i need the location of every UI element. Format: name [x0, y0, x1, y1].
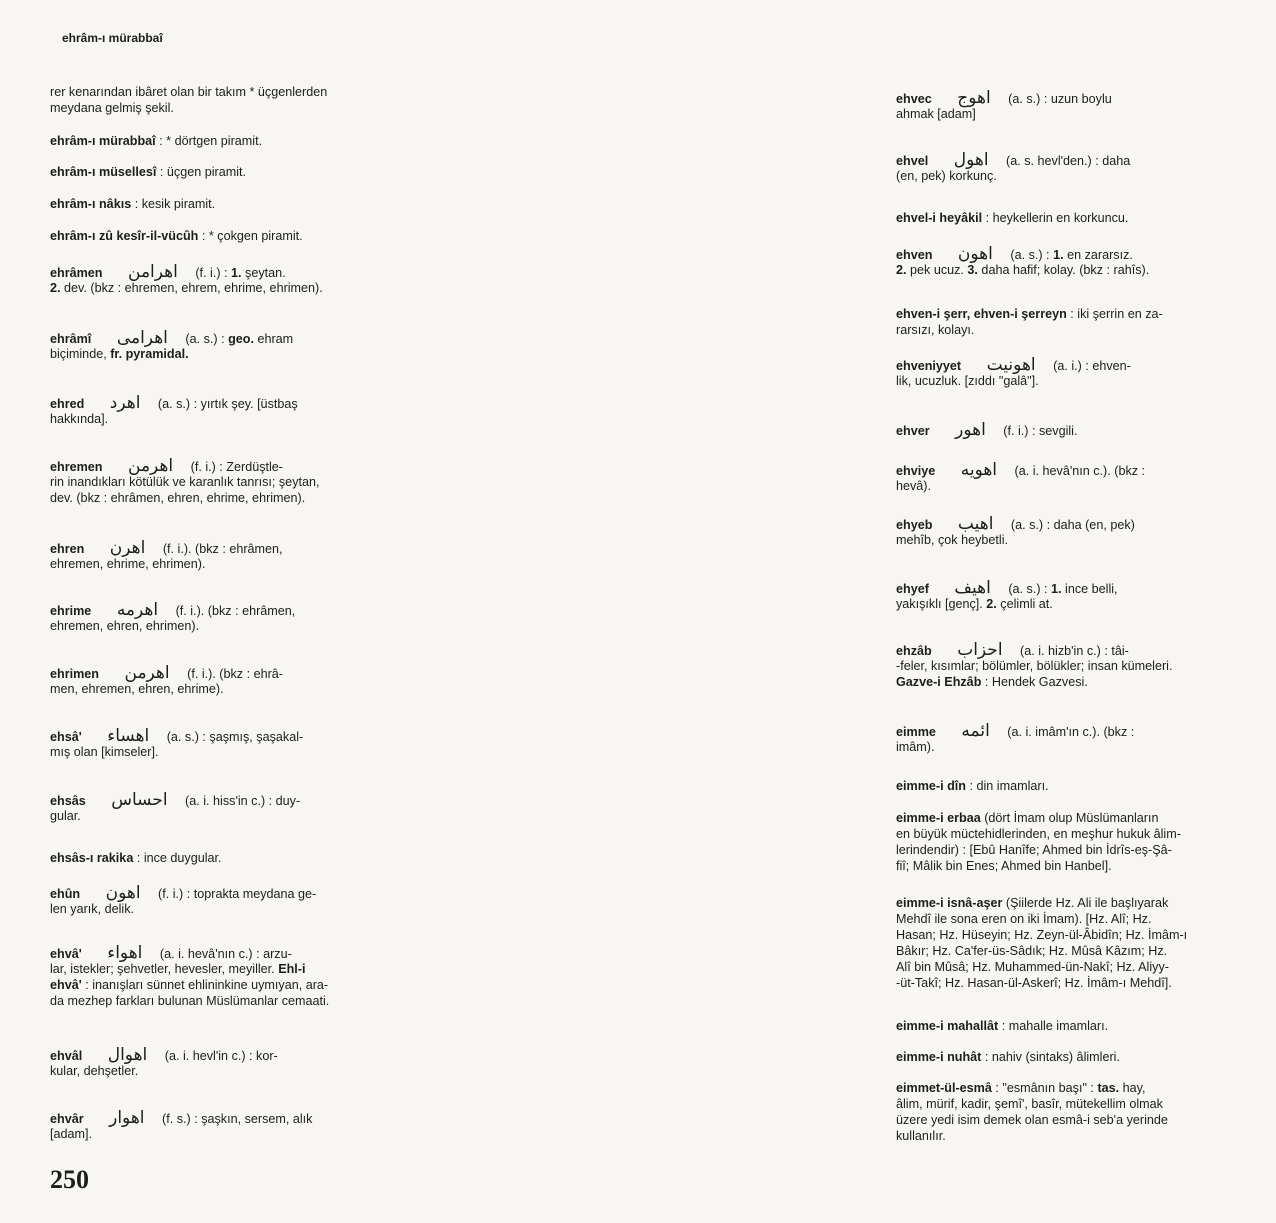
entry-line: ehven-i şerr, ehven-i şerreyn : iki şerrin en za- [896, 307, 1163, 321]
dictionary-entry [50, 264, 430, 296]
entry-line: ehver اهور (f. i.) : sevgili. [896, 420, 1078, 440]
dictionary-entry [50, 885, 430, 917]
entry-line: eimme-i nuhât : nahiv (sintaks) âlimleri. [896, 1050, 1120, 1064]
entry-line: ehvâ' اهواء (a. i. hevâ'nın c.) : arzu- [50, 943, 292, 963]
entry-line: ehrime اهرمه (f. i.). (bkz : ehrâmen, [50, 600, 296, 620]
dictionary-entry [896, 306, 1276, 338]
entry-line: biçiminde, fr. pyramidal. [50, 347, 189, 361]
dictionary-entry [896, 90, 1276, 122]
right-column [444, 0, 1188, 1223]
dictionary-entry [896, 1018, 1276, 1034]
entry-line: 2. dev. (bkz : ehremen, ehrem, ehrime, ehrimen). [50, 281, 323, 295]
entry-line: ehyeb اهيب (a. s.) : daha (en, pek) [896, 514, 1135, 534]
dictionary-entry [50, 395, 430, 427]
dictionary-entry [50, 1047, 430, 1079]
entry-line: ehsâ' اهساء (a. s.) : şaşmış, şaşakal- [50, 726, 304, 746]
dictionary-entry [50, 196, 430, 212]
dictionary-entry [896, 1049, 1276, 1065]
entry-line: rin inandıkları kötülük ve karanlık tanrısı; şeytan, [50, 475, 320, 489]
dictionary-entry [50, 164, 430, 180]
entry-line: ahmak [adam] [896, 107, 976, 121]
entry-line: ehvel-i heyâkil : heykellerin en korkuncu. [896, 211, 1129, 225]
entry-line: dev. (bkz : ehrâmen, ehren, ehrime, ehrimen). [50, 491, 306, 505]
entry-line: rarsızı, kolayı. [896, 323, 975, 337]
dictionary-entry [50, 850, 430, 866]
entry-line: lar, istekler; şehvetler, hevesler, meyiller. Ehl-i [50, 962, 306, 976]
dictionary-entry [50, 602, 430, 634]
entry-line: ehvâl اهوال (a. i. hevl'in c.) : kor- [50, 1045, 278, 1065]
dictionary-entry [896, 810, 1276, 874]
entry-line: [adam]. [50, 1127, 92, 1141]
entry-line: ehvel اهول (a. s. hevl'den.) : daha [896, 150, 1131, 170]
dictionary-entry [896, 246, 1276, 278]
dictionary-entry [50, 330, 430, 362]
dictionary-entry [50, 728, 430, 760]
entry-line: ehsâs احساس (a. i. hiss'in c.) : duy- [50, 790, 301, 810]
entry-line: ehren اهرن (f. i.). (bkz : ehrâmen, [50, 538, 283, 558]
entry-line: ehven اهون (a. s.) : 1. en zararsız. [896, 244, 1133, 264]
entry-line: ehzâb احزاب (a. i. hizb'in c.) : tâi- [896, 640, 1129, 660]
dictionary-entry [896, 642, 1276, 690]
entry-line: gular. [50, 809, 81, 823]
dictionary-entry [50, 945, 430, 1009]
entry-line: ehrimen اهرمن (f. i.). (bkz : ehrâ- [50, 663, 283, 683]
entry-line: men, ehremen, ehren, ehrime). [50, 682, 224, 696]
dictionary-entry [896, 1080, 1276, 1144]
entry-line: 2. pek ucuz. 3. daha hafif; kolay. (bkz : rahîs). [896, 263, 1150, 277]
entry-line: mehîb, çok heybetli. [896, 533, 1009, 547]
entry-line: ehvec اهوج (a. s.) : uzun boylu [896, 88, 1112, 108]
dictionary-entry [50, 133, 430, 149]
entry-line: kullanılır. [896, 1129, 946, 1143]
entry-line: Hasan; Hz. Hüseyin; Hz. Zeyn-ül-Âbidîn; Hz. İmâm-ı [896, 928, 1188, 942]
entry-line: lik, ucuzluk. [zıddı "galâ"]. [896, 374, 1039, 388]
dictionary-entry [896, 723, 1276, 755]
entry-line: ehrâm-ı zû kesîr-il-vücûh : * çokgen piramit. [50, 229, 303, 243]
entry-line: Bâkır; Hz. Ca'fer-üs-Sâdık; Hz. Mûsâ Kâzım; Hz. [896, 944, 1168, 958]
entry-line: meydana gelmiş şekil. [50, 101, 174, 115]
dictionary-entry [896, 422, 1276, 438]
dictionary-entry [50, 665, 430, 697]
entry-line: ehremen اهرمن (f. i.) : Zerdüştle- [50, 456, 283, 476]
entry-line: da mezhep farkları bulunan Müslümanlar cemaati. [50, 994, 330, 1008]
entry-line: hevâ). [896, 479, 932, 493]
entry-line: ehveniyyet اهونيت (a. i.) : ehven- [896, 355, 1131, 375]
dictionary-entry [896, 516, 1276, 548]
entry-line: ehrâm-ı nâkıs : kesik piramit. [50, 197, 216, 211]
dictionary-entry [50, 458, 430, 506]
entry-line: mış olan [kimseler]. [50, 745, 159, 759]
entry-line: kular, dehşetler. [50, 1064, 139, 1078]
entry-line: ehrâmî اهرامی (a. s.) : geo. ehram [50, 328, 294, 348]
dictionary-entry [50, 1110, 430, 1142]
entry-line: yakışıklı [genç]. 2. çelimli at. [896, 597, 1053, 611]
entry-line: ehrâm-ı müsellesî : üçgen piramit. [50, 165, 247, 179]
dictionary-entry [50, 540, 430, 572]
entry-line: Alî bin Mûsâ; Hz. Muhammed-ün-Nakî; Hz. Aliyy- [896, 960, 1169, 974]
entry-line: âlim, mürif, kadir, şemî', basîr, mütekellim olmak [896, 1097, 1163, 1111]
page-number: 250 [50, 1165, 89, 1194]
entry-line: üzere yedi isim demek olan esmâ-i seb'a yerinde [896, 1113, 1168, 1127]
entry-line: eimme ائمه (a. i. imâm'ın c.). (bkz : [896, 721, 1135, 741]
entry-line: hakkında]. [50, 412, 109, 426]
entry-line: ehrâm-ı mürabbaî : * dörtgen piramit. [50, 134, 263, 148]
entry-line: ehred اهرد (a. s.) : yırtık şey. [üstbaş [50, 393, 298, 413]
entry-line: ehvâ' : inanışları sünnet ehlininkine uymıyan, ara- [50, 978, 329, 992]
dictionary-entry [896, 357, 1276, 389]
dictionary-entry [50, 228, 430, 244]
entry-line: eimme-i mahallât : mahalle imamları. [896, 1019, 1109, 1033]
entry-line: Mehdî ile sona eren on iki İmam). [Hz. Alî; Hz. [896, 912, 1152, 926]
entry-line: eimme-i erbaa (dört İmam olup Müslümanların [896, 811, 1159, 825]
entry-line: -üt-Takî; Hz. Hasan-ül-Askerî; Hz. İmâm-ı Mehdî]. [896, 976, 1172, 990]
entry-line: eimmet-ül-esmâ : "esmânın başı" : tas. hay, [896, 1081, 1146, 1095]
entry-line: eimme-i dîn : din imamları. [896, 779, 1049, 793]
entry-line: ehremen, ehren, ehrimen). [50, 619, 200, 633]
dictionary-entry [896, 462, 1276, 494]
entry-line: ehûn اهون (f. i.) : toprakta meydana ge- [50, 883, 317, 903]
left-column [0, 0, 444, 1223]
entry-line: lerindendir) : [Ebû Hanîfe; Ahmed bin İdrîs-eş-Şâ- [896, 843, 1172, 857]
dictionary-entry [50, 84, 430, 116]
entry-line: ehyef اهيف (a. s.) : 1. ince belli, [896, 578, 1118, 598]
entry-line: en büyük müctehidlerinden, en meşhur hukuk âlim- [896, 827, 1181, 841]
running-header: ehrâm-ı mürabbaî [62, 31, 163, 45]
entry-line: ehvâr اهوار (f. s.) : şaşkın, sersem, alık [50, 1108, 313, 1128]
dictionary-entry [896, 152, 1276, 184]
dictionary-entry [896, 580, 1276, 612]
entry-line: len yarık, delik. [50, 902, 134, 916]
entry-line: ehremen, ehrime, ehrimen). [50, 557, 206, 571]
entry-line: ehviye اهويه (a. i. hevâ'nın c.). (bkz : [896, 460, 1146, 480]
dictionary-entry [50, 792, 430, 824]
entry-line: imâm). [896, 740, 935, 754]
dictionary-entry [896, 210, 1276, 226]
entry-line: (en, pek) korkunç. [896, 169, 997, 183]
entry-line: eimme-i isnâ-aşer (Şiilerde Hz. Ali ile başlıyarak [896, 896, 1169, 910]
entry-line: ehrâmen اهرامن (f. i.) : 1. şeytan. [50, 262, 286, 282]
entry-line: -feler, kısımlar; bölümler, bölükler; insan kümeleri. [896, 659, 1173, 673]
entry-line: Gazve-i Ehzâb : Hendek Gazvesi. [896, 675, 1088, 689]
entry-line: rer kenarından ibâret olan bir takım * üçgenlerden [50, 85, 328, 99]
dictionary-entry [896, 778, 1276, 794]
dictionary-entry [896, 895, 1276, 991]
entry-line: ehsâs-ı rakika : ince duygular. [50, 851, 222, 865]
entry-line: fiî; Mâlik bin Enes; Ahmed bin Hanbel]. [896, 859, 1112, 873]
